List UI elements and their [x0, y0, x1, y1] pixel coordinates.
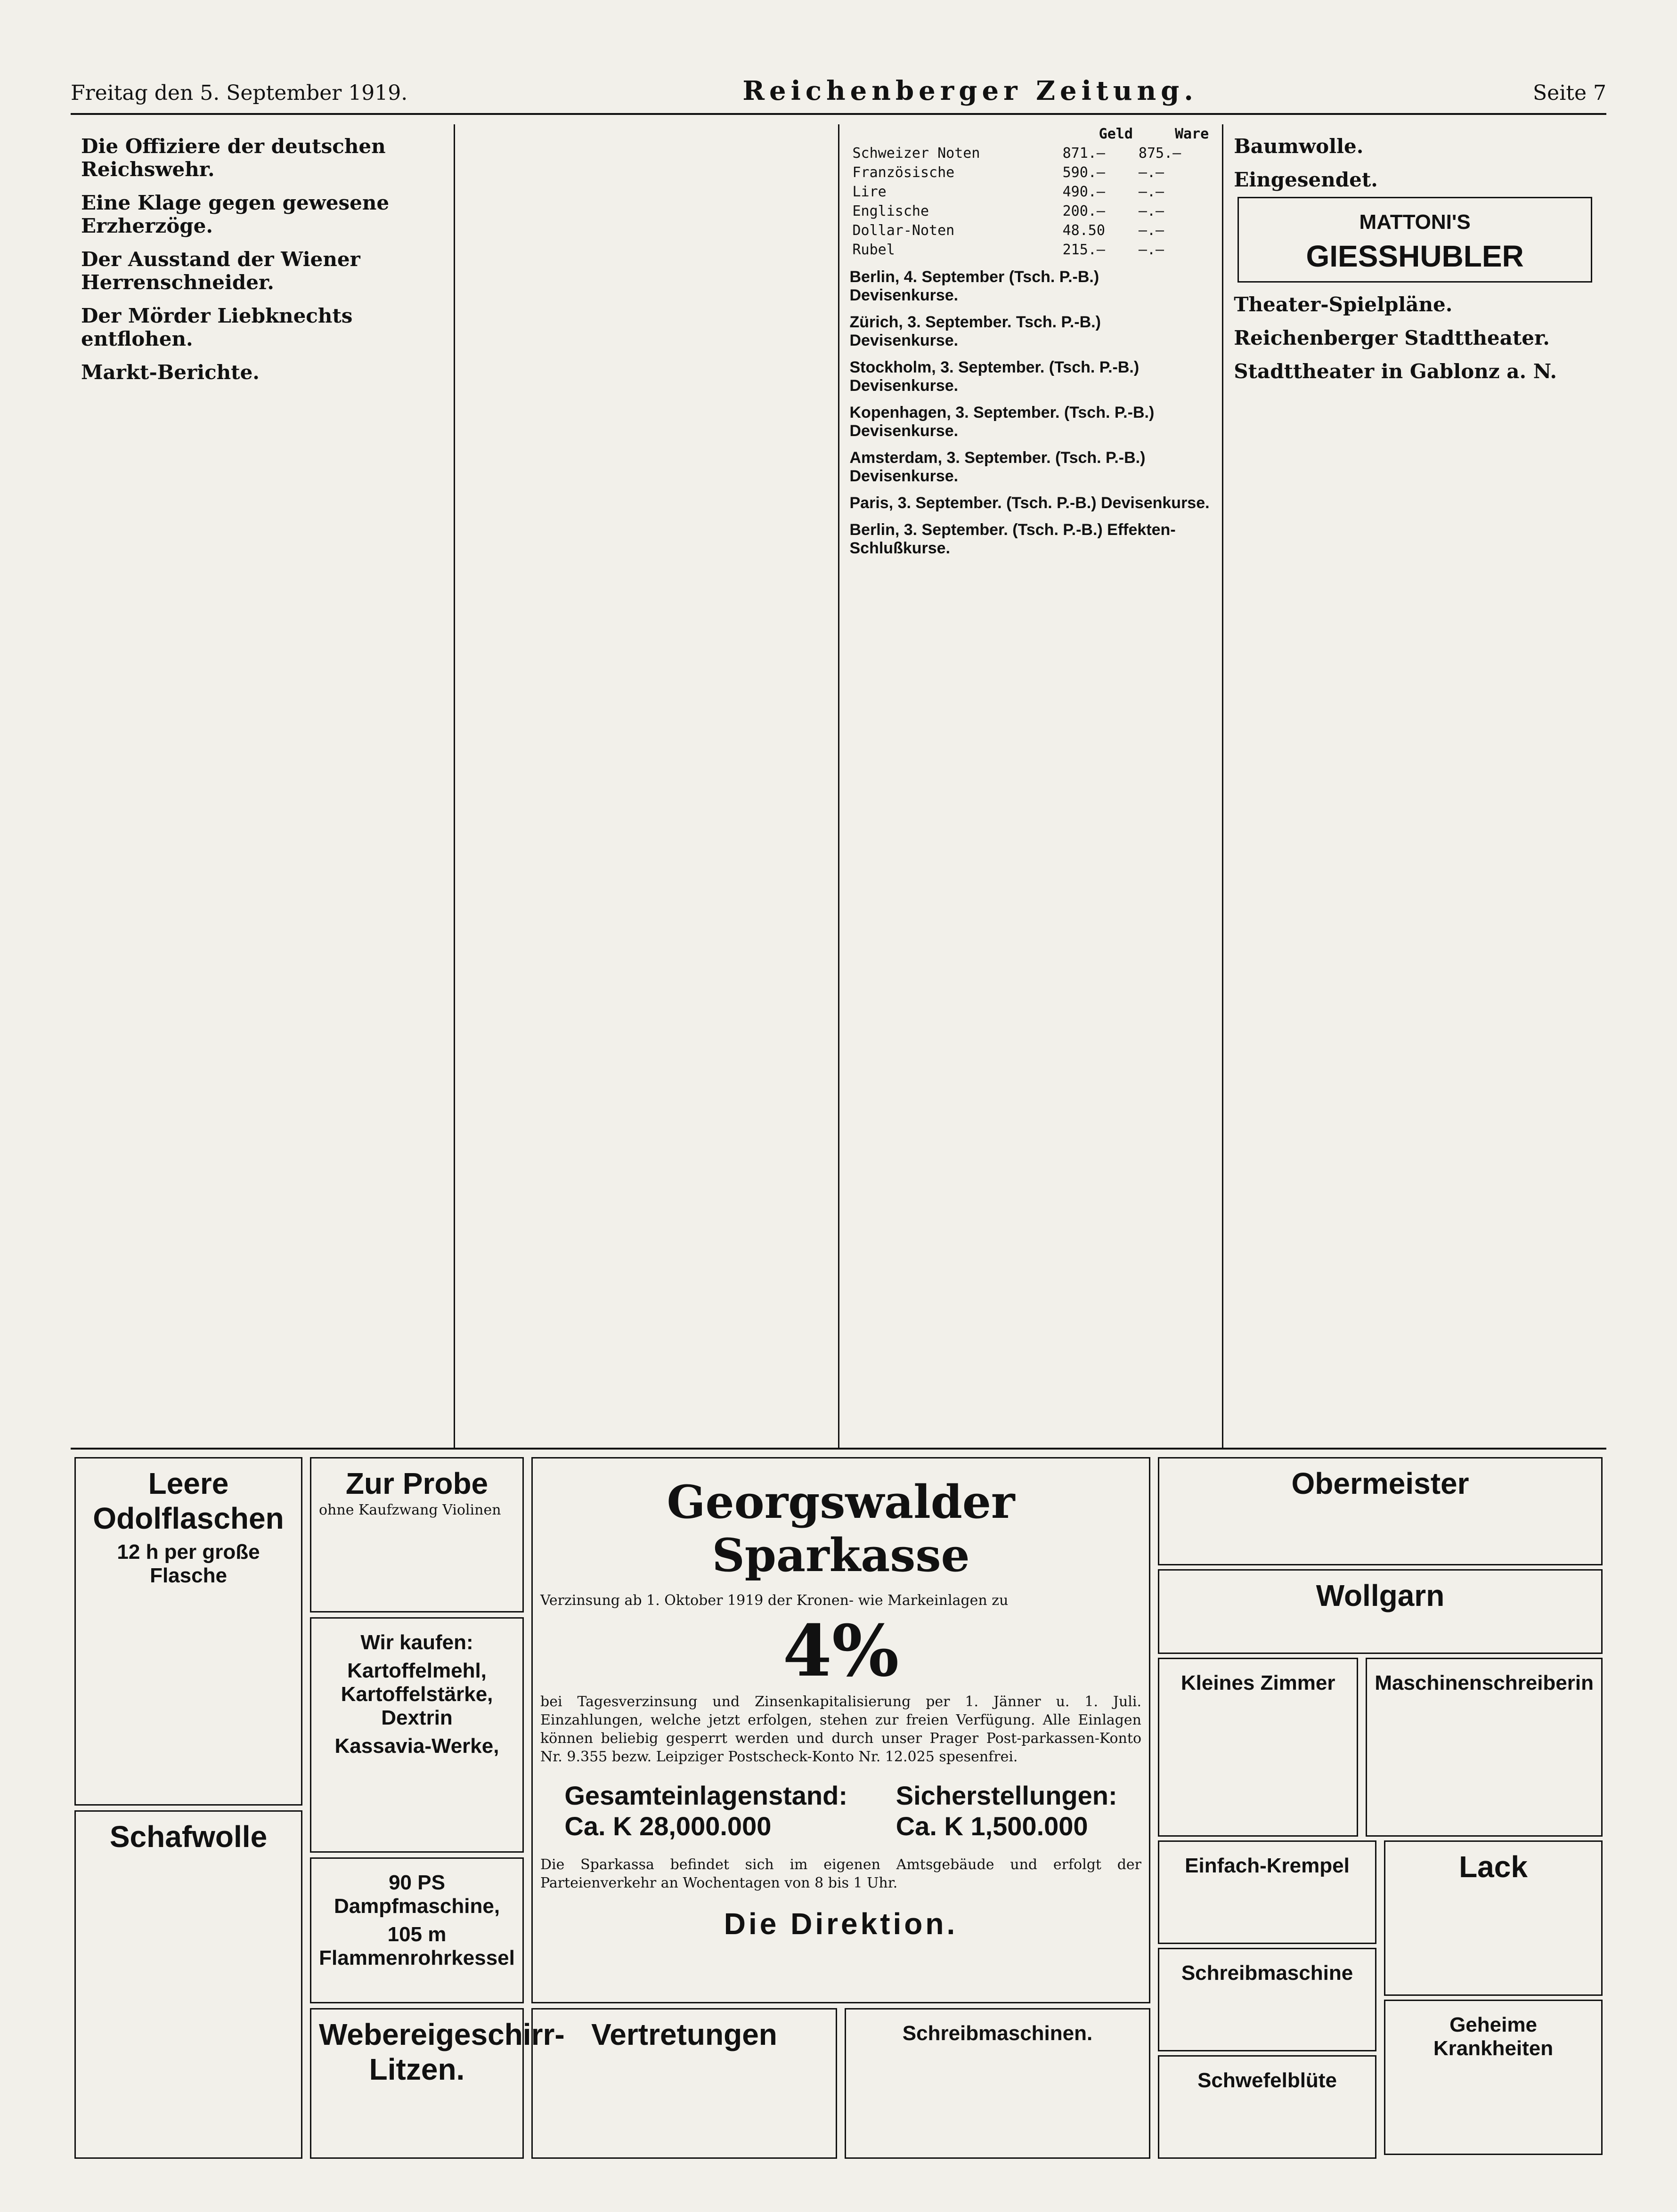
geld-header: Geld	[1099, 126, 1133, 142]
odol-price: 12 h per große Flasche	[117, 1540, 260, 1587]
ads-right-col-2	[1380, 1840, 1606, 2161]
zimmer-title: Kleines Zimmer	[1180, 1671, 1335, 1694]
giesshubler-ad	[1237, 197, 1592, 283]
sparkasse-ad	[531, 1457, 1150, 2003]
flammenrohr-title: 105 m Flammenrohrkessel	[319, 1923, 515, 1969]
rates-section: Amsterdam, 3. September. (Tsch. P.-B.) Devisenkurse.	[849, 449, 1146, 485]
table-row: Schweizer Noten 871.— 875.—	[852, 145, 1181, 162]
obermeister-title: Obermeister	[1291, 1467, 1469, 1500]
violin-title: Zur Probe	[345, 1467, 488, 1500]
column-4	[1223, 124, 1606, 1448]
ads-right	[1154, 1457, 1606, 2168]
heading: Eine Klage gegen gewesene Erzherzöge.	[81, 191, 390, 237]
sparkasse-sign: Die Direktion.	[724, 1907, 958, 1941]
weberei-ad	[310, 2008, 565, 2159]
wollgarn-title: Wollgarn	[1316, 1579, 1445, 1612]
ads-right-row-2	[1154, 1840, 1606, 2161]
heading: Baumwolle.	[1234, 135, 1364, 158]
page-number: Seite 7	[1533, 81, 1606, 105]
heading: Theater-Spielpläne.	[1234, 293, 1453, 316]
masthead	[71, 75, 1606, 115]
dampfmaschine-ad	[310, 1857, 524, 2003]
kaufen-title: Wir kaufen:	[360, 1631, 473, 1654]
ware-header: Ware	[1175, 126, 1209, 142]
sicher-value: Ca. K 1,500.000	[895, 1811, 1088, 1841]
dampf-title: 90 PS Dampfmaschine,	[334, 1871, 500, 1918]
ads-left	[71, 1457, 306, 2168]
heading: Eingesendet.	[1234, 168, 1378, 191]
column-1	[71, 124, 455, 1448]
schreibmaschine-title: Schreibmaschine	[1181, 1961, 1353, 1985]
rates-section: Berlin, 4. September (Tsch. P.-B.) Devisenkurse.	[849, 268, 1099, 304]
kassavia-ad	[310, 1617, 524, 1853]
news-columns	[71, 124, 1606, 1450]
krempel-ad	[1158, 1840, 1376, 1944]
vertretungen-ad	[531, 2008, 837, 2159]
table-row: Englische 200.— —.—	[852, 203, 1164, 219]
ads-center	[528, 1457, 1154, 2168]
kaufen-item: Kartoffelmehl, Kartoffelstärke, Dextrin	[341, 1659, 493, 1729]
ads-right-row	[1154, 1658, 1606, 1837]
heading: Der Mörder Liebknechts entflohen.	[81, 304, 353, 350]
paper-title: Reichenberger Zeitung.	[742, 75, 1198, 106]
krankheiten-title: Geheime Krankheiten	[1433, 2013, 1554, 2060]
ads-right-col	[1154, 1840, 1380, 2161]
odol-title: Leere Odolflaschen	[93, 1467, 284, 1535]
kassavia-name: Kassavia-Werke,	[334, 1734, 499, 1758]
schreiberin-title: Maschinenschreiberin	[1375, 1671, 1594, 1694]
gesamt-label: Gesamteinlagenstand:	[564, 1781, 847, 1810]
schreibmaschine-ad	[1158, 1948, 1376, 2051]
heading: Der Ausstand der Wiener Herrenschneider.	[81, 248, 360, 294]
table-row: Dollar-Noten 48.50 —.—	[852, 222, 1164, 239]
heading: Reichenberger Stadttheater.	[1234, 326, 1550, 349]
rates-table	[850, 124, 1212, 259]
lack-ad	[1384, 1840, 1603, 1996]
schreiberin-ad	[1366, 1658, 1603, 1837]
sparkasse-title: Georgswalder Sparkasse	[667, 1475, 1015, 1582]
schreibmaschinen-title: Schreibmaschinen.	[902, 2022, 1093, 2045]
zimmer-ad	[1158, 1658, 1358, 1837]
rates-section: Kopenhagen, 3. September. (Tsch. P.-B.) Devisenkurse.	[849, 404, 1155, 440]
sparkasse-text: bei Tagesverzinsung und Zinsenkapitalisierung per 1. Jänner u. 1. Juli. Einzahlungen, welche jetzt erfolgen, stehen zur freien Verfügung. Alle Einlagen können beliebig gesperrt werden und durch unser Prager Post-parkassen-Konto Nr. 9.355 bezw. Leipziger Postscheck-Konto Nr. 12.025 spesenfrei.	[540, 1693, 1141, 1765]
heading: Markt-Berichte.	[81, 361, 260, 384]
violin-ad	[310, 1457, 524, 1612]
schreibmaschinen-ad	[845, 2008, 1150, 2159]
wollgarn-ad	[1158, 1569, 1603, 1654]
schwefel-ad	[1158, 2055, 1376, 2159]
krempel-title: Einfach-Krempel	[1185, 1854, 1350, 1877]
heading: Die Offiziere der deutschen Reichswehr.	[81, 135, 386, 181]
sparkasse-amounts	[540, 1780, 1141, 1841]
sparkasse-rate: 4%	[782, 1610, 899, 1693]
rates-section: Zürich, 3. September. Tsch. P.-B.) Devisenkurse.	[849, 313, 1101, 349]
column-2	[455, 124, 839, 1448]
ads-center-bottom	[528, 2008, 1154, 2159]
issue-date: Freitag den 5. September 1919.	[71, 81, 408, 105]
rates-section: Paris, 3. September. (Tsch. P.-B.) Devisenkurse.	[849, 494, 1210, 512]
sicher-label: Sicherstellungen:	[895, 1781, 1117, 1810]
odol-ad	[74, 1457, 302, 1806]
lack-title: Lack	[1459, 1850, 1528, 1884]
gesamt-value: Ca. K 28,000.000	[564, 1811, 772, 1841]
sparkasse-foot: Die Sparkassa befindet sich im eigenen Amtsgebäude und erfolgt der Parteienverkehr an Wochentagen von 8 bis 1 Uhr.	[540, 1856, 1141, 1891]
ad-name: GIESSHUBLER	[1306, 239, 1524, 273]
violin-sub: ohne Kaufzwang Violinen	[319, 1502, 501, 1518]
rates-section: Stockholm, 3. September. (Tsch. P.-B.) Devisenkurse.	[849, 358, 1140, 395]
table-row: Rubel 215.— —.—	[852, 242, 1164, 258]
sparkasse-lead: Verzinsung ab 1. Oktober 1919 der Kronen- wie Markeinlagen zu	[540, 1592, 1009, 1609]
ads-left-2	[306, 1457, 565, 2168]
schwefel-title: Schwefelblüte	[1197, 2069, 1337, 2092]
column-3-rates	[839, 124, 1224, 1448]
krankheiten-ad	[1384, 2000, 1603, 2155]
table-row: Französische 590.— —.—	[852, 164, 1164, 181]
heading: Stadttheater in Gablonz a. N.	[1234, 360, 1557, 383]
table-row: Lire 490.— —.—	[852, 184, 1164, 200]
rates-section: Berlin, 3. September. (Tsch. P.-B.) Effekten-Schlußkurse.	[849, 521, 1176, 557]
obermeister-ad	[1158, 1457, 1603, 1565]
schafwolle-ad	[74, 1810, 302, 2159]
schafwolle-title: Schafwolle	[109, 1820, 268, 1854]
vertretungen-title: Vertretungen	[591, 2018, 777, 2051]
advertisements	[71, 1457, 1606, 2168]
ad-brand: MATTONI'S	[1359, 211, 1471, 234]
weberei-title: Webereigeschirr-Litzen.	[319, 2018, 565, 2086]
